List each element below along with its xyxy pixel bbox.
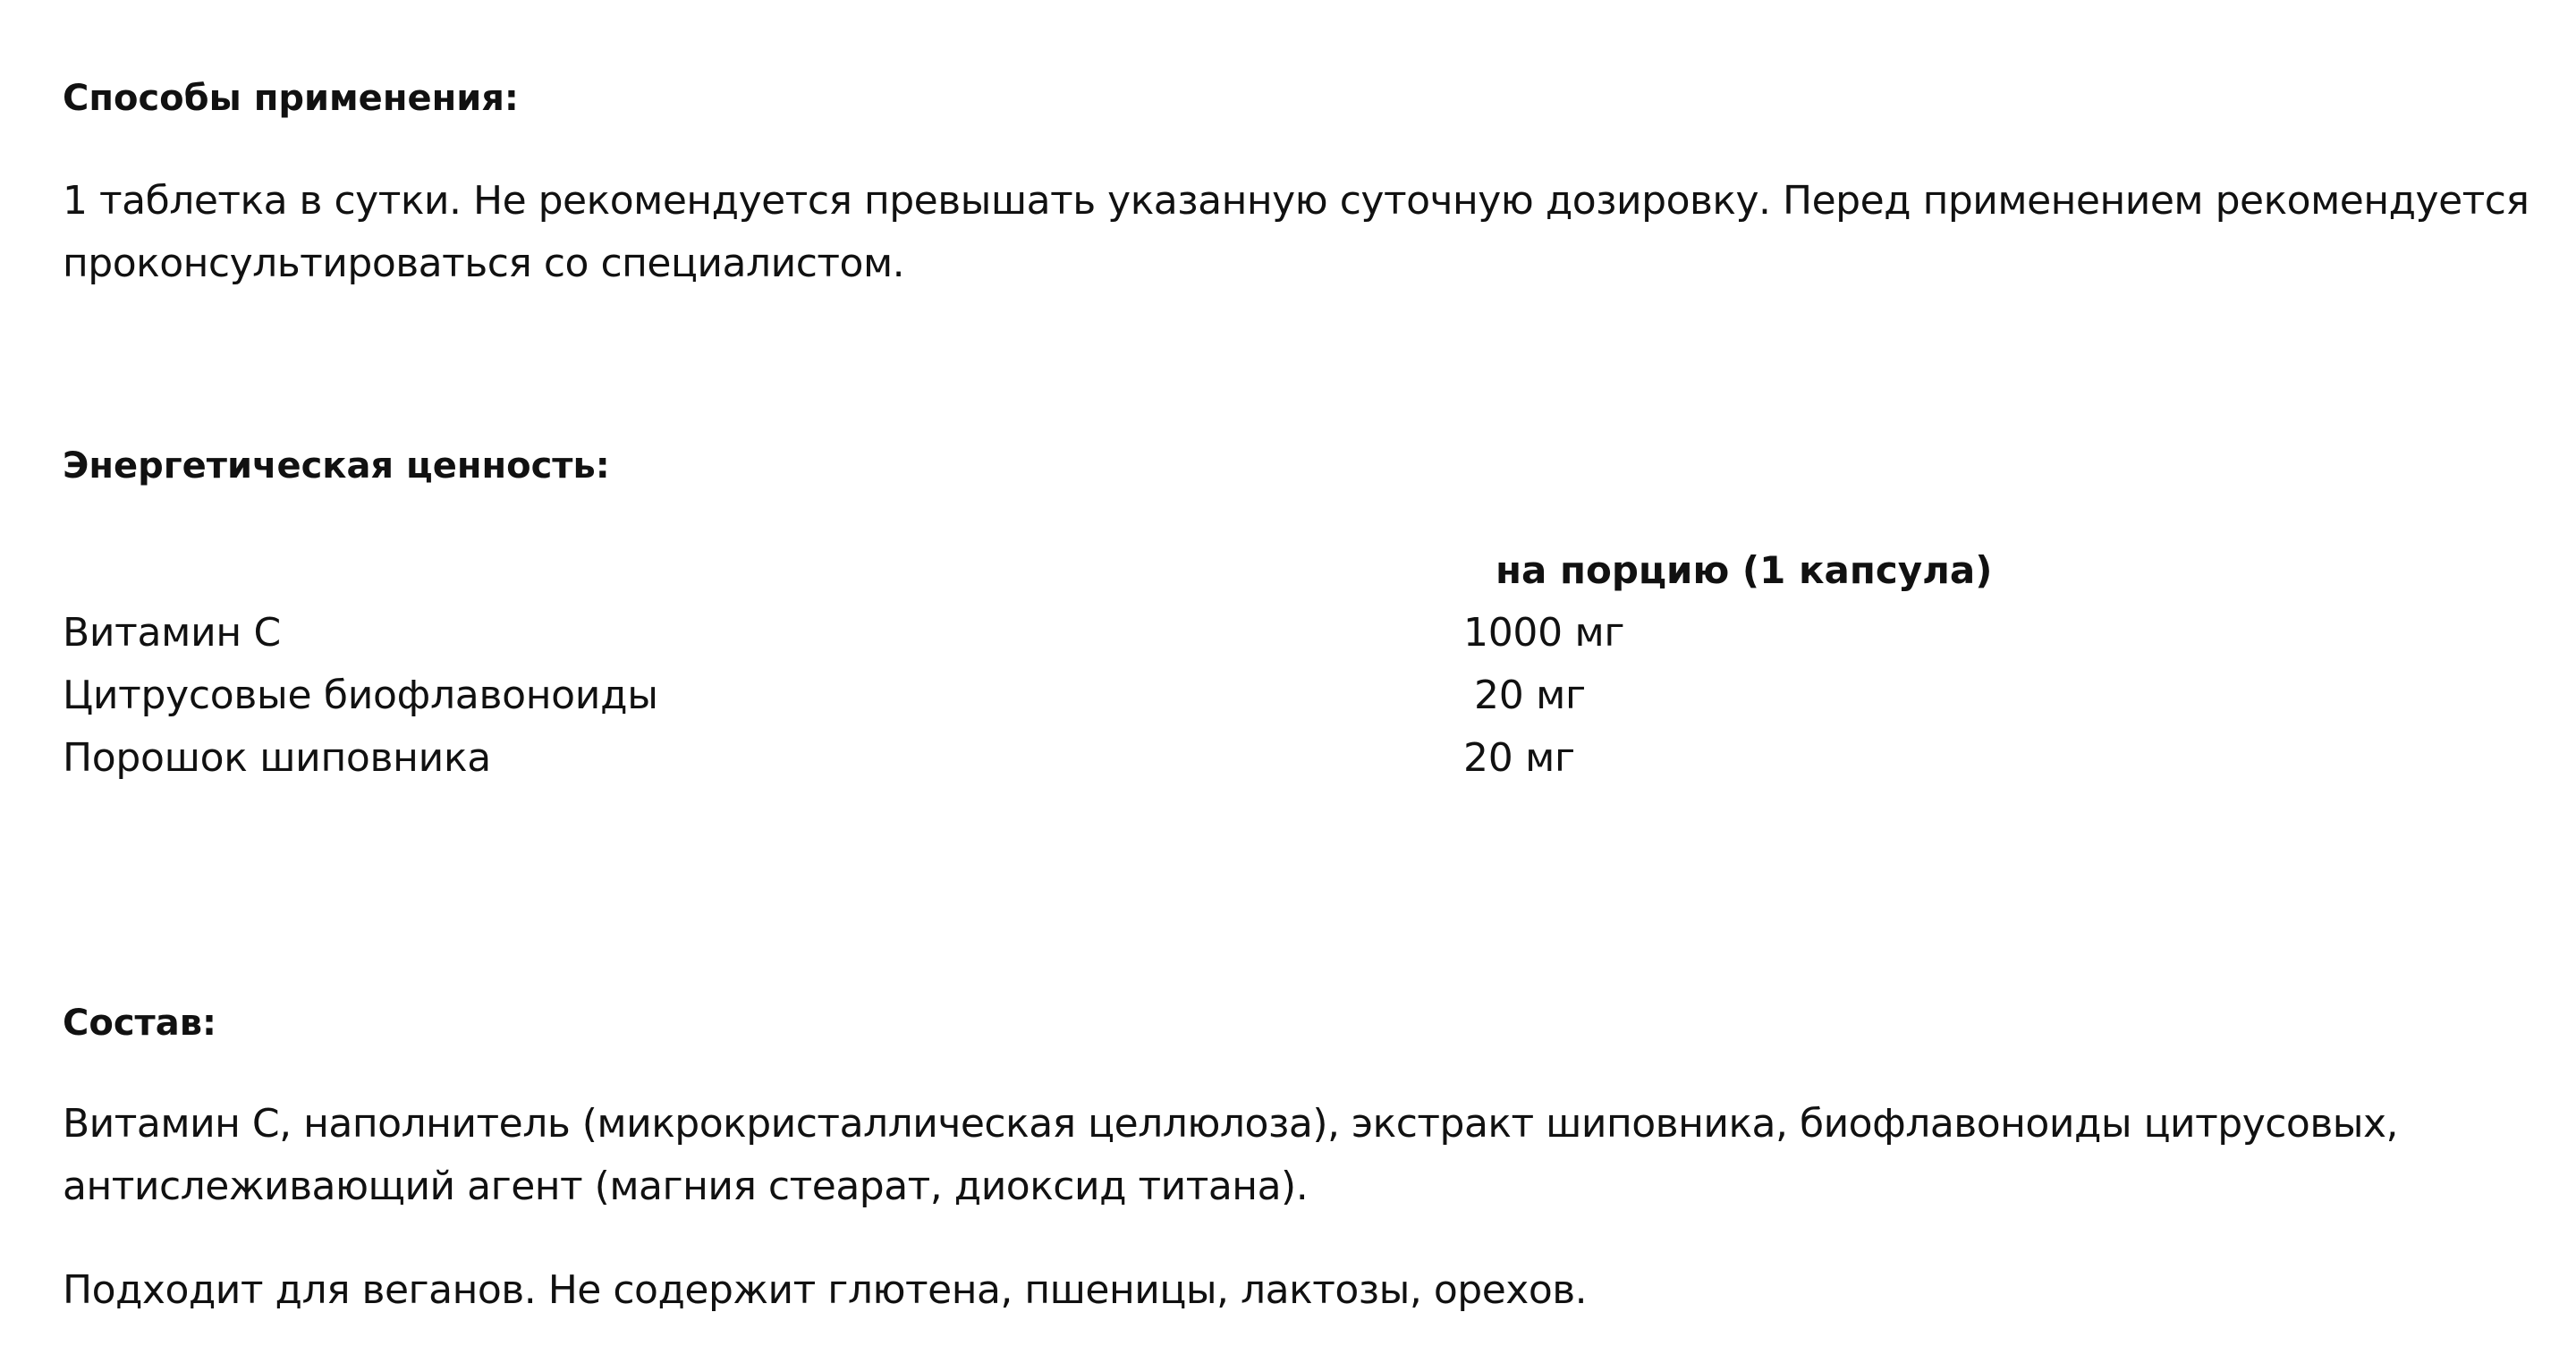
composition-note: Подходит для веганов. Не содержит глютена, пшеницы, лактозы, орехов. xyxy=(63,1267,1588,1313)
nutrition-row-amount: 1000 мг xyxy=(1463,610,1625,656)
nutrition-row-name: Порошок шиповника xyxy=(63,735,491,781)
nutrition-column-header: на порцию (1 капсула) xyxy=(1496,548,1993,592)
composition-text-line-1: Витамин С, наполнитель (микрокристаллическая целлюлоза), экстракт шиповника, биофлавоноиды цитрусовых, xyxy=(63,1101,2399,1147)
nutrition-row-name: Витамин С xyxy=(63,610,281,656)
usage-text-line-2: проконсультироваться со специалистом. xyxy=(63,241,905,286)
composition-text-line-2: антислеживающий агент (магния стеарат, диоксид титана). xyxy=(63,1164,1309,1209)
usage-text xyxy=(63,170,2549,295)
composition-text xyxy=(63,1093,2549,1218)
nutrition-row-name: Цитрусовые биофлавоноиды xyxy=(63,673,658,718)
nutrition-row-amount: 20 мг xyxy=(1463,735,1575,781)
usage-text-line-1: 1 таблетка в сутки. Не рекомендуется превышать указанную суточную дозировку. Перед применением рекомендуется xyxy=(63,178,2529,224)
composition-heading: Состав: xyxy=(63,1003,217,1044)
nutrition-row-amount: 20 мг xyxy=(1474,673,1586,718)
nutrition-heading: Энергетическая ценность: xyxy=(63,445,610,487)
usage-heading: Способы применения: xyxy=(63,78,519,119)
